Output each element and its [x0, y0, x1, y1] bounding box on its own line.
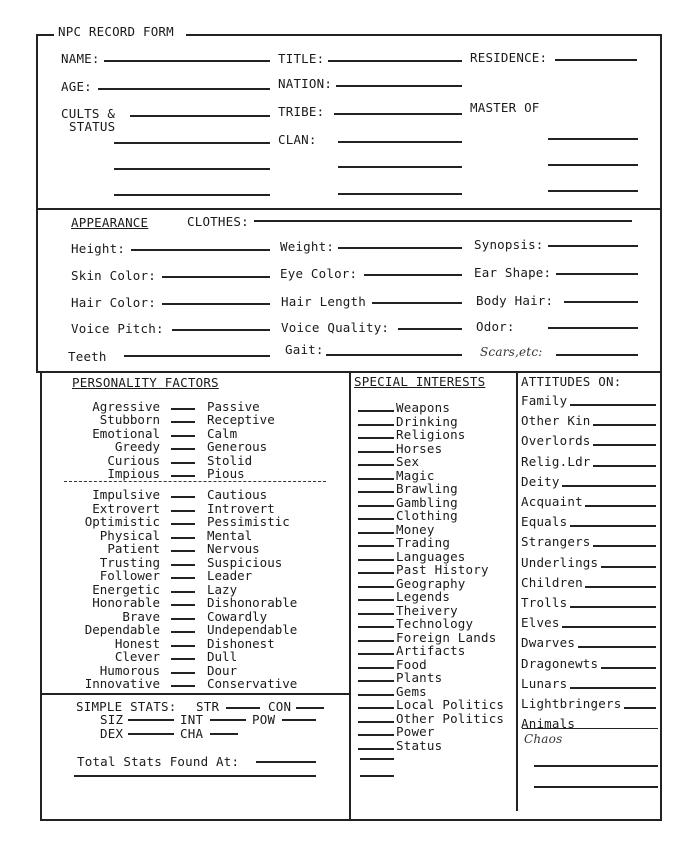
attitude-item: Equals [521, 514, 568, 530]
master-of-label: MASTER OF [470, 100, 540, 115]
trait-left: Greedy [114, 439, 160, 455]
trait-left: Honorable [92, 595, 160, 610]
interest-item: Food [396, 656, 427, 672]
trait-scale[interactable] [171, 475, 195, 477]
attitude-line[interactable] [601, 667, 656, 669]
gait-label: Gait: [285, 342, 324, 357]
tribe-field[interactable] [334, 113, 462, 115]
attitude-line[interactable] [570, 687, 656, 689]
height-field[interactable] [131, 249, 270, 251]
interest-line[interactable] [358, 599, 394, 601]
nation-field[interactable] [336, 85, 462, 87]
personality-heading: PERSONALITY FACTORS [72, 375, 219, 390]
trait-right: Dull [207, 649, 238, 664]
tribe-label: TRIBE: [278, 104, 325, 119]
weight-label: Weight: [280, 239, 335, 254]
siz-label: SIZ [100, 712, 124, 727]
attitude-extra-1[interactable] [534, 765, 658, 767]
name-label: NAME: [61, 51, 100, 66]
appearance-section [36, 208, 662, 373]
trait-scale[interactable] [171, 510, 195, 512]
interest-line[interactable] [358, 410, 394, 412]
attitude-line[interactable] [593, 465, 656, 467]
attitude-chaos-line[interactable] [522, 728, 658, 729]
trait-scale[interactable] [171, 618, 195, 620]
height-label: Height: [71, 241, 126, 256]
attitude-item: Other Kin [521, 413, 591, 429]
interest-item: Past History [396, 562, 489, 577]
synopsis-field[interactable] [548, 245, 638, 247]
interest-item: Gambling [396, 494, 458, 510]
interest-line[interactable] [358, 437, 394, 439]
int-label: INT [180, 712, 204, 727]
attitudes-divider [516, 371, 518, 811]
interest-item: Power [396, 724, 435, 739]
attitude-line[interactable] [624, 707, 656, 709]
trait-right: Cautious [207, 487, 268, 502]
trait-left: Dependable [84, 622, 160, 637]
trait-scale[interactable] [171, 537, 195, 539]
body-hair-label: Body Hair: [476, 293, 554, 308]
con-field[interactable] [296, 707, 324, 709]
interest-line[interactable] [358, 734, 394, 736]
hair-length-field[interactable] [372, 302, 462, 304]
attitude-item: Acquaint [521, 494, 583, 509]
trait-right: Dishonorable [207, 595, 298, 610]
dex-field[interactable] [128, 733, 174, 735]
residence-label: RESIDENCE: [470, 50, 548, 65]
interest-line[interactable] [358, 626, 394, 628]
appearance-heading: APPEARANCE [71, 215, 149, 230]
trait-right: Mental [207, 527, 253, 543]
attitude-item: Underlings [521, 554, 599, 570]
trait-scale[interactable] [171, 658, 195, 660]
interest-line[interactable] [358, 532, 394, 534]
attitude-line[interactable] [570, 404, 656, 406]
gait-field[interactable] [326, 354, 462, 356]
attitude-line[interactable] [593, 444, 656, 446]
trait-right: Introvert [207, 500, 275, 516]
trait-right: Nervous [207, 541, 260, 556]
hair-color-field[interactable] [162, 303, 270, 305]
interest-line[interactable] [358, 653, 394, 655]
trait-left: Patient [107, 541, 160, 556]
title-field[interactable] [328, 60, 462, 62]
interest-item: Horses [396, 440, 443, 456]
attitude-line[interactable] [562, 626, 656, 628]
trait-right: Leader [207, 568, 253, 583]
hair-length-label: Hair Length [281, 294, 366, 309]
cults-field-4[interactable] [114, 194, 270, 196]
special-interests-heading: SPECIAL INTERESTS [354, 374, 486, 389]
residence-field[interactable] [555, 59, 637, 61]
name-field[interactable] [104, 60, 270, 62]
attitude-item: Overlords [521, 433, 591, 449]
int-field[interactable] [210, 719, 246, 721]
teeth-field[interactable] [124, 355, 270, 357]
skin-color-field[interactable] [162, 276, 270, 278]
interest-item: Local Politics [396, 697, 505, 712]
age-field[interactable] [98, 88, 270, 90]
trait-scale[interactable] [171, 577, 195, 579]
clan-field[interactable] [338, 141, 462, 143]
interest-line[interactable] [358, 545, 394, 547]
trait-right: Generous [207, 439, 268, 455]
trait-left: Honest [114, 635, 160, 651]
trait-right: Conservative [207, 676, 298, 691]
interest-item: Foreign Lands [396, 629, 497, 645]
status-label: STATUS [69, 119, 116, 134]
attitude-line[interactable] [578, 646, 656, 648]
attitude-line[interactable] [593, 424, 656, 426]
attitude-item: Elves [521, 615, 560, 631]
clan-label: CLAN: [278, 132, 317, 147]
teeth-label: Teeth [68, 349, 107, 364]
interest-line[interactable] [358, 694, 394, 696]
trait-left: Trusting [99, 554, 160, 570]
header-top-border-left [36, 34, 54, 36]
trait-left: Agressive [92, 399, 160, 414]
master-of-field-2[interactable] [548, 164, 638, 166]
trait-right: Dour [207, 662, 238, 678]
trait-right: Pious [207, 466, 245, 481]
attitude-item: Family [521, 393, 568, 408]
trait-scale[interactable] [171, 435, 195, 437]
form-title: NPC RECORD FORM [58, 24, 174, 39]
con-label: CON [268, 699, 292, 714]
interest-line[interactable] [358, 464, 394, 466]
attitude-line[interactable] [585, 586, 656, 588]
trait-left: Innovative [84, 676, 160, 691]
trait-right: Stolid [207, 452, 253, 468]
eye-color-field[interactable] [364, 274, 462, 276]
attitude-line[interactable] [570, 606, 656, 608]
trait-right: Cowardly [207, 608, 268, 624]
stats-top-border [40, 693, 350, 695]
interest-item: Technology [396, 616, 474, 631]
interest-item: Other Politics [396, 710, 505, 726]
master-of-field-3[interactable] [548, 190, 638, 192]
nation-label: NATION: [278, 76, 333, 91]
clothes-field[interactable] [254, 220, 632, 222]
interest-item: Clothing [396, 508, 458, 523]
interest-item: Religions [396, 427, 466, 442]
trait-scale[interactable] [171, 631, 195, 633]
str-label: STR [196, 699, 220, 714]
synopsis-label: Synopsis: [474, 237, 544, 252]
trait-scale[interactable] [171, 604, 195, 606]
total-stats-field-2[interactable] [74, 775, 316, 777]
cha-label: CHA [180, 726, 204, 741]
voice-quality-field[interactable] [398, 328, 462, 330]
voice-pitch-field[interactable] [172, 329, 270, 331]
attitude-item: Children [521, 574, 583, 590]
stats-heading: SIMPLE STATS: [76, 699, 177, 714]
interest-line[interactable] [358, 748, 394, 750]
trait-scale[interactable] [171, 448, 195, 450]
interest-line[interactable] [358, 491, 394, 493]
interest-line[interactable] [358, 707, 394, 709]
interest-line[interactable] [358, 451, 394, 453]
trait-left: Impulsive [92, 487, 160, 502]
trait-left: Curious [107, 452, 160, 468]
pow-field[interactable] [282, 719, 316, 721]
clan-field-2[interactable] [338, 166, 462, 168]
attitude-item: Lunars [521, 675, 568, 691]
personality-divider [349, 371, 351, 819]
trait-left: Extrovert [92, 500, 160, 516]
trait-left: Impious [107, 466, 160, 481]
interest-item: Money [396, 521, 435, 537]
trait-left: Energetic [92, 581, 160, 597]
interest-item: Geography [396, 575, 466, 591]
age-label: AGE: [61, 79, 92, 94]
voice-quality-label: Voice Quality: [281, 320, 390, 335]
cults-field-3[interactable] [114, 168, 270, 170]
interest-line[interactable] [358, 640, 394, 642]
weight-field[interactable] [338, 247, 462, 249]
interest-line[interactable] [358, 424, 394, 426]
trait-scale[interactable] [171, 672, 195, 674]
trait-scale[interactable] [171, 421, 195, 423]
trait-left: Emotional [92, 425, 160, 441]
cults-field[interactable] [130, 115, 270, 117]
eye-color-label: Eye Color: [280, 266, 358, 281]
interest-line[interactable] [358, 505, 394, 507]
interest-line[interactable] [358, 586, 394, 588]
trait-right: Pessimistic [207, 514, 290, 529]
interest-line[interactable] [358, 518, 394, 520]
master-of-field-1[interactable] [548, 138, 638, 140]
attitude-item: Dwarves [521, 635, 576, 651]
trait-scale[interactable] [171, 685, 195, 687]
trait-right: Undependable [207, 622, 298, 637]
attitude-line[interactable] [601, 566, 656, 568]
skin-color-label: Skin Color: [71, 268, 156, 283]
interest-extra-2[interactable] [360, 775, 394, 777]
trait-scale[interactable] [171, 496, 195, 498]
clan-field-3[interactable] [338, 193, 462, 195]
ear-shape-field[interactable] [556, 273, 638, 275]
trait-left: Follower [99, 568, 160, 583]
dex-label: DEX [100, 726, 124, 741]
personality-separator [64, 481, 326, 482]
trait-scale[interactable] [171, 523, 195, 525]
interest-item: Gems [396, 683, 427, 699]
attitude-line[interactable] [593, 545, 656, 547]
trait-scale[interactable] [171, 408, 195, 410]
interest-line[interactable] [358, 721, 394, 723]
interest-item: Status [396, 737, 443, 753]
odor-field[interactable] [548, 327, 638, 329]
interest-item: Sex [396, 454, 420, 469]
scars-field[interactable] [556, 354, 638, 356]
attitudes-heading: ATTITUDES ON: [521, 374, 622, 389]
attitude-item: Relig.Ldr [521, 453, 591, 469]
total-stats-label: Total Stats Found At: [77, 754, 240, 769]
attitude-item: Strangers [521, 534, 591, 550]
str-field[interactable] [226, 707, 260, 709]
attitude-line[interactable] [570, 525, 656, 527]
interest-line[interactable] [358, 613, 394, 615]
trait-right: Lazy [207, 581, 238, 597]
attitude-line[interactable] [585, 505, 656, 507]
pow-label: POW [252, 712, 276, 727]
trait-right: Calm [207, 425, 238, 441]
trait-scale[interactable] [171, 591, 195, 593]
trait-right: Receptive [207, 412, 275, 428]
trait-left: Brave [122, 608, 160, 624]
title-label: TITLE: [278, 51, 325, 66]
cults-label: CULTS & [61, 106, 116, 121]
interest-item: Trading [396, 535, 451, 550]
interest-item: Theivery [396, 602, 458, 618]
body-hair-field[interactable] [564, 301, 638, 303]
trait-scale[interactable] [171, 645, 195, 647]
trait-right: Suspicious [207, 554, 283, 570]
interest-line[interactable] [358, 572, 394, 574]
trait-left: Stubborn [99, 412, 160, 428]
interest-item: Languages [396, 548, 466, 564]
interest-line[interactable] [358, 667, 394, 669]
trait-left: Optimistic [84, 514, 160, 529]
interest-item: Weapons [396, 400, 451, 415]
attitude-item: Animals [521, 716, 576, 732]
trait-right: Passive [207, 399, 260, 414]
clothes-label: CLOTHES: [187, 214, 249, 229]
voice-pitch-label: Voice Pitch: [71, 321, 164, 336]
attitude-chaos: Chaos [524, 732, 563, 746]
interest-line[interactable] [358, 680, 394, 682]
attitude-item: Dragonewts [521, 655, 599, 671]
trait-left: Humorous [99, 662, 160, 678]
interest-item: Legends [396, 589, 451, 604]
trait-scale[interactable] [171, 550, 195, 552]
attitude-item: Trolls [521, 595, 568, 610]
attitude-item: Deity [521, 473, 560, 489]
hair-color-label: Hair Color: [71, 295, 156, 310]
interest-line[interactable] [358, 559, 394, 561]
trait-right: Dishonest [207, 635, 275, 651]
attitude-extra-2[interactable] [534, 786, 658, 788]
interest-item: Plants [396, 670, 443, 685]
interest-item: Artifacts [396, 643, 466, 658]
interest-item: Brawling [396, 481, 458, 496]
ear-shape-label: Ear Shape: [474, 265, 552, 280]
total-stats-field[interactable] [256, 761, 316, 763]
attitude-item: Lightbringers [521, 696, 622, 711]
trait-scale[interactable] [171, 462, 195, 464]
cults-field-2[interactable] [114, 142, 270, 144]
scars-note: Scars,etc: [480, 345, 543, 359]
trait-left: Clever [114, 649, 160, 664]
attitude-line[interactable] [562, 485, 656, 487]
siz-field[interactable] [128, 719, 174, 721]
trait-left: Physical [99, 527, 160, 543]
interest-item: Magic [396, 467, 435, 483]
trait-scale[interactable] [171, 564, 195, 566]
interest-line[interactable] [358, 478, 394, 480]
header-top-border-right [186, 34, 660, 36]
interest-item: Drinking [396, 413, 458, 429]
cha-field[interactable] [210, 733, 238, 735]
odor-label: Odor: [476, 319, 515, 334]
interest-extra-1[interactable] [360, 758, 394, 760]
